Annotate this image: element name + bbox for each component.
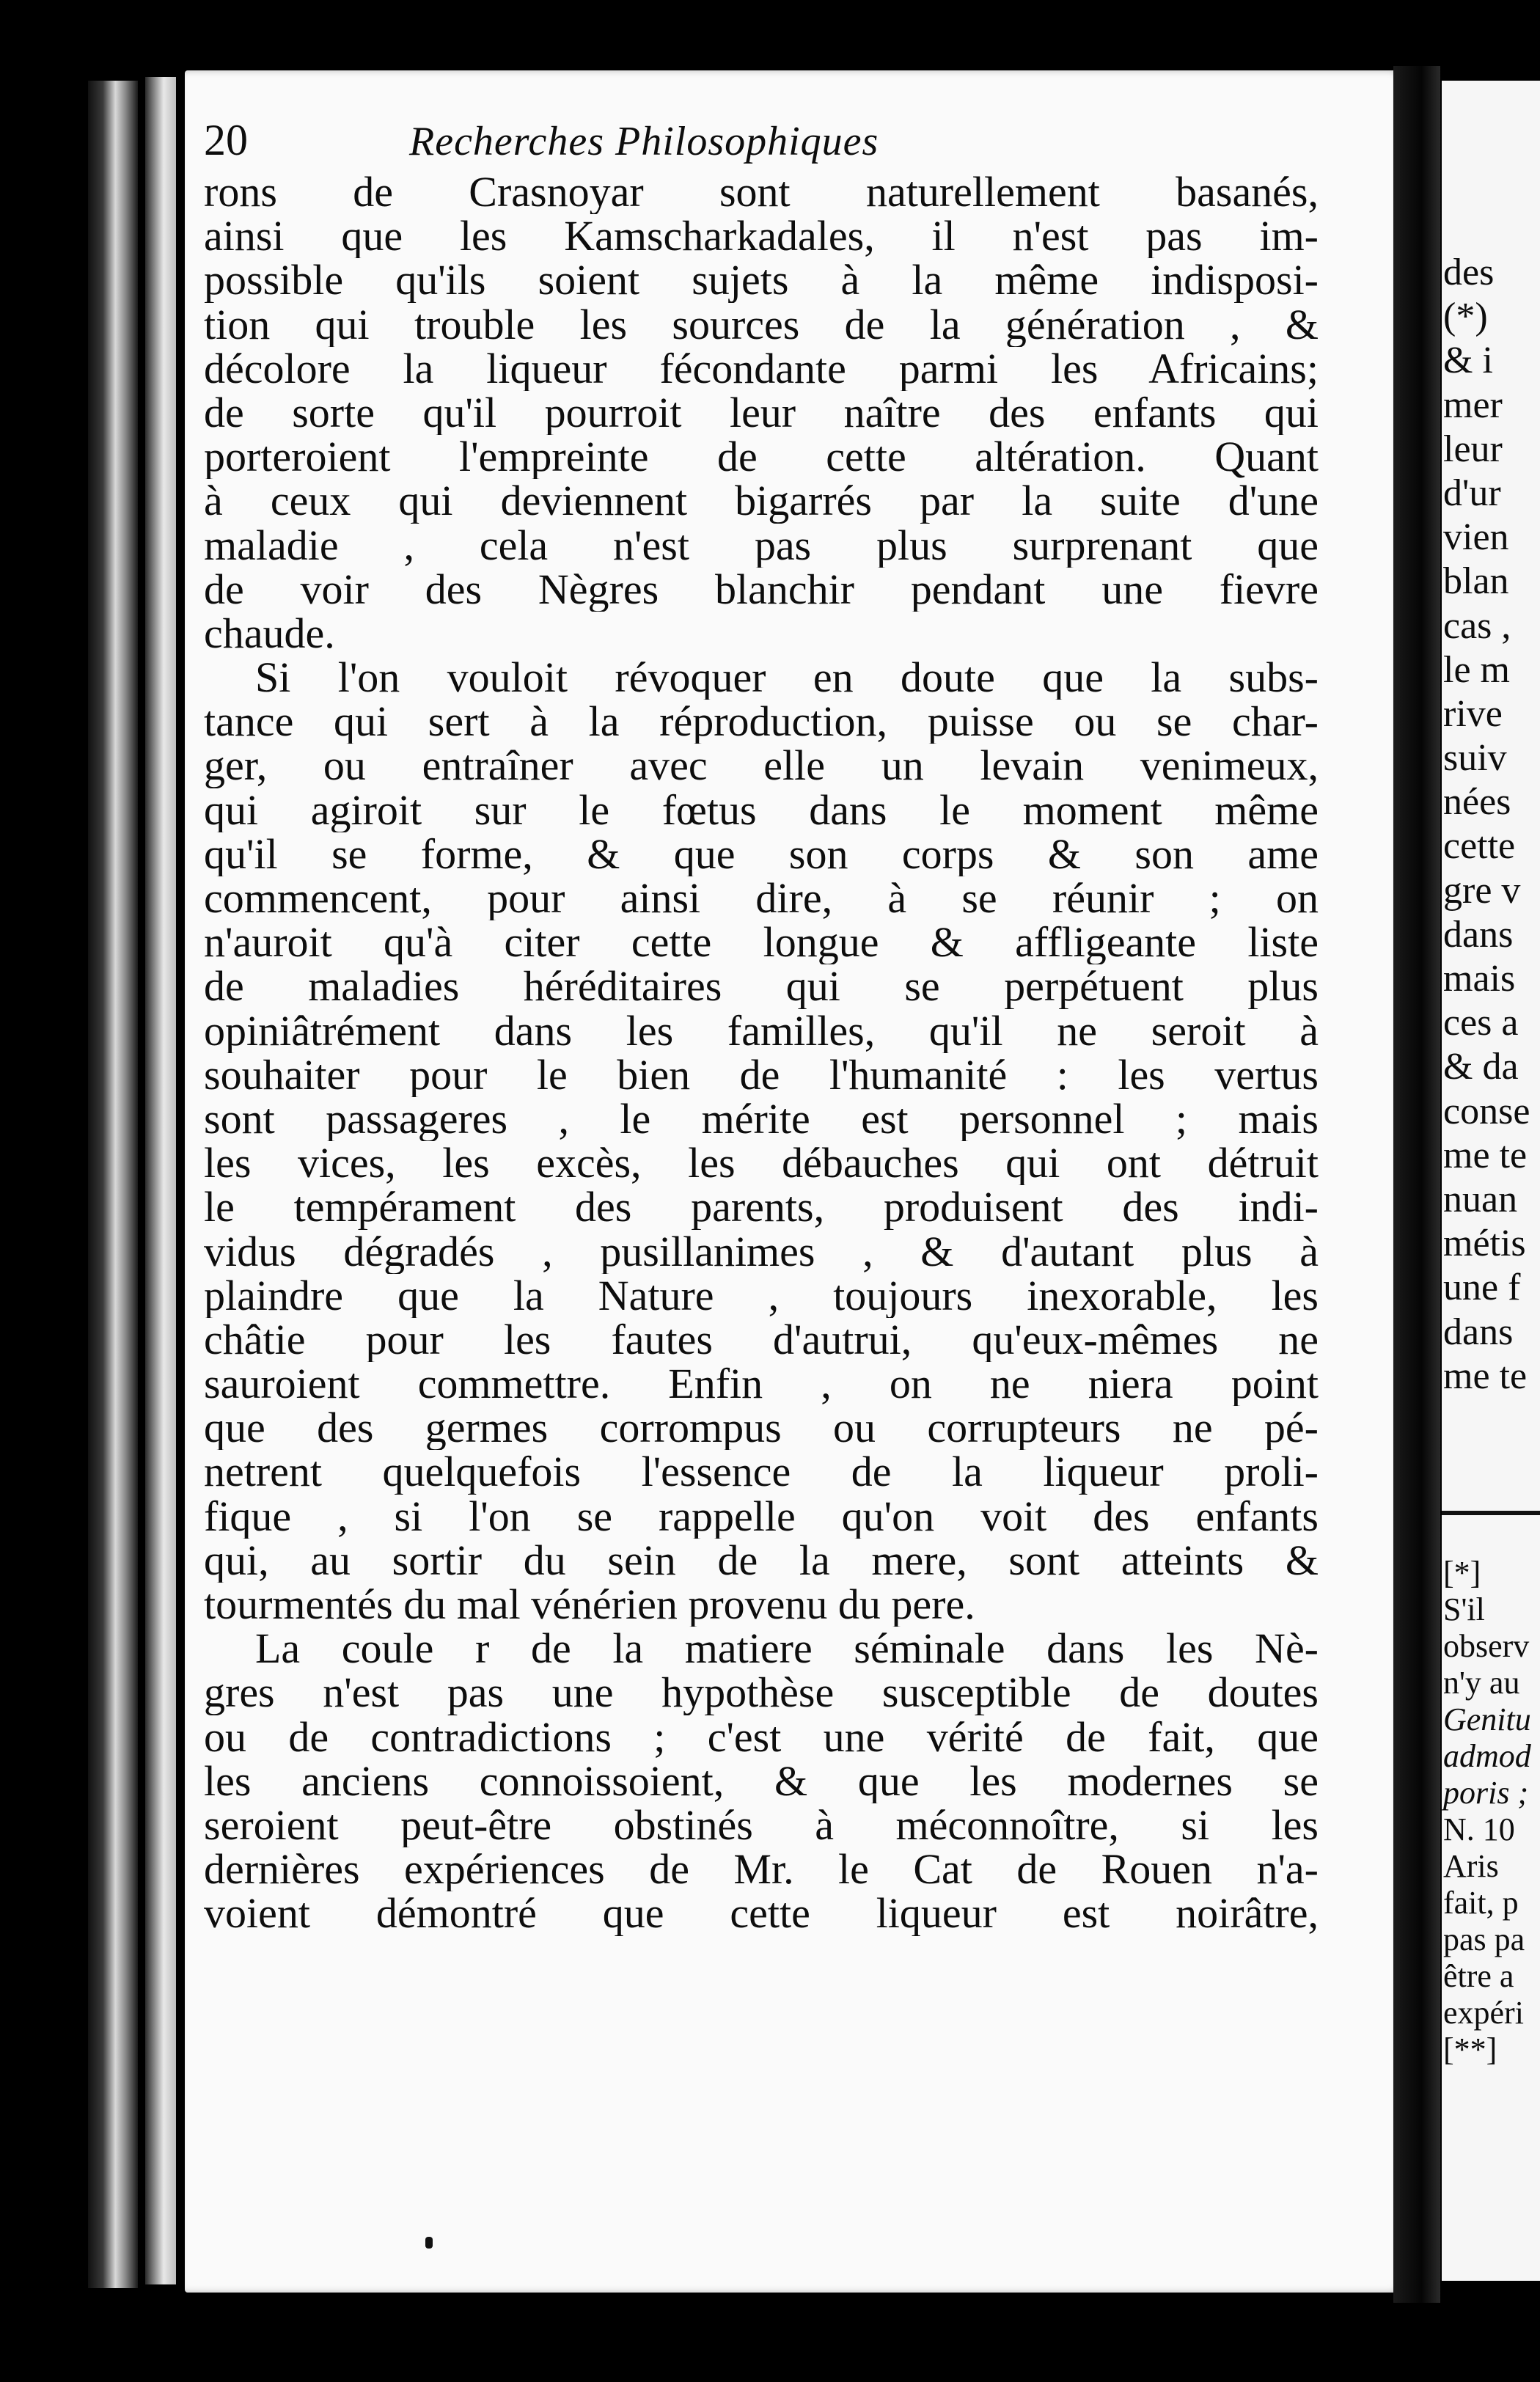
page-number: 20 bbox=[204, 116, 248, 164]
text-line: plaindre que la Nature , toujours inexorable, les bbox=[204, 1273, 1319, 1318]
text-line: à ceux qui deviennent bigarrés par la suite d'une bbox=[204, 479, 1319, 524]
text-line: vidus dégradés , pusillanimes , & d'autant plus à bbox=[204, 1229, 1319, 1274]
text-line: voient démontré que cette liqueur est noirâtre, bbox=[204, 1891, 1319, 1936]
facing-footnote-line: expéri bbox=[1443, 1995, 1524, 2031]
text-line: qu'il se forme, & que son corps & son ame bbox=[204, 832, 1319, 876]
text-line: décolore la liqueur fécondante parmi les Africains; bbox=[204, 346, 1319, 391]
facing-text-line: des bbox=[1443, 252, 1495, 293]
facing-text-line: nées bbox=[1443, 781, 1511, 824]
facing-text-line: d'ur bbox=[1443, 472, 1501, 514]
text-line: sont passageres , le mérite est personnel ; mais bbox=[204, 1096, 1319, 1142]
text-line: tourmentés du mal vénérien provenu du pere. bbox=[204, 1583, 975, 1627]
facing-footnote-line: Genitu bbox=[1443, 1701, 1531, 1737]
text-line: netrent quelquefois l'essence de la liqueur proli- bbox=[204, 1450, 1319, 1495]
text-line: que des germes corrompus ou corrupteurs ne pé- bbox=[204, 1406, 1319, 1451]
facing-footnote-line: admod bbox=[1443, 1738, 1531, 1774]
text-line: chaude. bbox=[204, 611, 335, 656]
text-line: Si l'on vouloit révoquer en doute que la subs- bbox=[255, 656, 1319, 700]
facing-text-line: me te bbox=[1443, 1355, 1528, 1397]
facing-page bbox=[1442, 81, 1540, 2281]
text-line: souhaiter pour le bien de l'humanité : les vertus bbox=[204, 1052, 1319, 1097]
binding-edge bbox=[88, 81, 138, 2288]
facing-text-line: leur bbox=[1443, 428, 1503, 470]
facing-text-line: conse bbox=[1443, 1090, 1530, 1132]
facing-footnote-line: pas pa bbox=[1443, 1921, 1525, 1957]
text-line: ainsi que les Kamscharkadales, il n'est pas im- bbox=[204, 214, 1319, 259]
text-line: les vices, les excès, les débauches qui ont détruit bbox=[204, 1141, 1319, 1186]
text-line: de sorte qu'il pourroit leur naître des enfants qui bbox=[204, 390, 1319, 436]
text-line: de voir des Nègres blanchir pendant une fievre bbox=[204, 567, 1319, 612]
text-line: maladie , cela n'est pas plus surprenant que bbox=[204, 523, 1319, 568]
body-text bbox=[204, 170, 1319, 1936]
footnote-rule bbox=[1442, 1511, 1540, 1515]
text-line: opiniâtrément dans les familles, qu'il ne seroit à bbox=[204, 1008, 1319, 1053]
facing-text-line: cette bbox=[1443, 825, 1516, 868]
facing-text-line: mais bbox=[1443, 958, 1516, 1000]
facing-footnote-line: poris ; bbox=[1443, 1775, 1529, 1811]
text-line: tion qui trouble les sources de la génération , & bbox=[204, 302, 1319, 347]
ink-speck bbox=[425, 2237, 433, 2249]
facing-text-line: & i bbox=[1443, 340, 1493, 382]
facing-text-line: me te bbox=[1443, 1134, 1528, 1176]
facing-footnote-line: [**] bbox=[1443, 2031, 1497, 2067]
text-line: commencent, pour ainsi dire, à se réunir ; on bbox=[204, 876, 1319, 921]
text-line: porteroient l'empreinte de cette altération. Quant bbox=[204, 435, 1319, 480]
text-line: possible qu'ils soient sujets à la même indisposi- bbox=[204, 258, 1319, 303]
text-line: de maladies héréditaires qui se perpétuent plus bbox=[204, 964, 1319, 1009]
page-gutter bbox=[1393, 66, 1440, 2303]
facing-text-line: dans bbox=[1443, 1311, 1514, 1353]
binding-edge-inner bbox=[145, 77, 176, 2284]
facing-page-footnotes bbox=[1443, 1555, 1531, 2068]
text-line: les anciens connoissoient, & que les modernes se bbox=[204, 1759, 1319, 1803]
facing-text-line: mer bbox=[1443, 384, 1503, 426]
text-line: La coule r de la matiere séminale dans les Nè- bbox=[255, 1627, 1319, 1671]
page-text-block bbox=[204, 110, 1319, 1936]
facing-page-text bbox=[1443, 251, 1540, 1399]
facing-text-line: cas , bbox=[1443, 604, 1511, 647]
text-line: gres n'est pas une hypothèse susceptible de doutes bbox=[204, 1671, 1319, 1715]
text-line: qui, au sortir du sein de la mere, sont atteints & bbox=[204, 1538, 1319, 1583]
text-line: fique , si l'on se rappelle qu'on voit des enfants bbox=[204, 1494, 1319, 1539]
text-line: ou de contradictions ; c'est une vérité de fait, que bbox=[204, 1715, 1319, 1759]
text-line: n'auroit qu'à citer cette longue & affligeante liste bbox=[204, 920, 1319, 965]
facing-footnote-line: observ bbox=[1443, 1628, 1530, 1664]
text-line: châtie pour les fautes d'autrui, qu'eux-mêmes ne bbox=[204, 1317, 1319, 1363]
facing-footnote-line: N. 10 bbox=[1443, 1811, 1515, 1847]
facing-text-line: ces a bbox=[1443, 1002, 1519, 1044]
facing-footnote-line: être a bbox=[1443, 1958, 1514, 1994]
facing-text-line: suiv bbox=[1443, 737, 1507, 780]
facing-text-line: dans bbox=[1443, 913, 1514, 956]
facing-footnote-line: S'il bbox=[1443, 1591, 1485, 1627]
facing-footnote-line: [*] bbox=[1443, 1555, 1481, 1591]
facing-text-line: blan bbox=[1443, 560, 1509, 603]
running-head bbox=[204, 110, 1319, 170]
text-line: rons de Crasnoyar sont naturellement basanés, bbox=[204, 170, 1319, 215]
facing-text-line: & da bbox=[1443, 1046, 1519, 1088]
facing-footnote-line: Aris bbox=[1443, 1848, 1499, 1884]
text-line: tance qui sert à la réproduction, puisse ou se char- bbox=[204, 700, 1319, 744]
facing-text-line: le m bbox=[1443, 648, 1510, 691]
text-line: seroient peut-être obstinés à méconnoître, si les bbox=[204, 1803, 1319, 1848]
facing-text-line: une f bbox=[1443, 1267, 1521, 1309]
facing-text-line: rive bbox=[1443, 692, 1503, 735]
facing-footnote-line: n'y au bbox=[1443, 1665, 1520, 1701]
text-line: dernières expériences de Mr. le Cat de Rouen n'a- bbox=[204, 1847, 1319, 1892]
facing-text-line: vien bbox=[1443, 516, 1509, 559]
facing-text-line: nuan bbox=[1443, 1178, 1518, 1220]
text-line: ger, ou entraîner avec elle un levain venimeux, bbox=[204, 744, 1319, 788]
text-line: sauroient commettre. Enfin , on ne niera point bbox=[204, 1362, 1319, 1407]
running-head-title: Recherches Philosophiques bbox=[409, 119, 879, 164]
facing-text-line: gre v bbox=[1443, 869, 1521, 912]
facing-text-line: (*) bbox=[1443, 296, 1488, 338]
text-line: qui agiroit sur le fœtus dans le moment même bbox=[204, 788, 1319, 832]
facing-text-line: métis bbox=[1443, 1223, 1526, 1265]
facing-footnote-line: fait, p bbox=[1443, 1885, 1519, 1921]
text-line: le tempérament des parents, produisent des indi- bbox=[204, 1185, 1319, 1230]
